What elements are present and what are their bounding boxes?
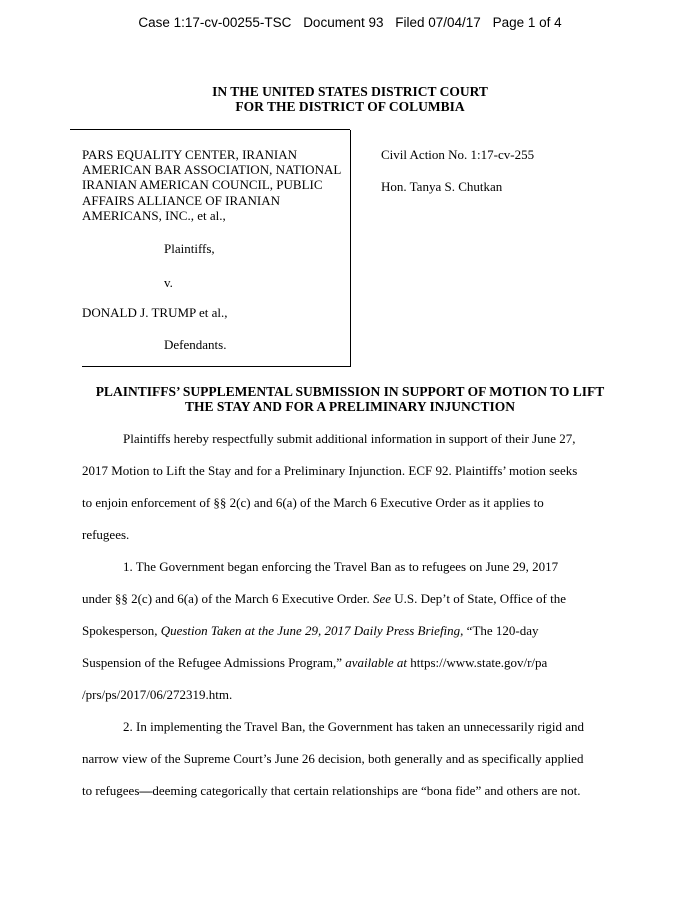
- case-caption-box: [82, 130, 351, 367]
- signal-available-at: available at: [345, 655, 407, 670]
- em-dash: —: [139, 783, 153, 798]
- paragraph-line: to enjoin enforcement of §§ 2(c) and 6(a) of the March 6 Executive Order as it applies to: [82, 495, 544, 510]
- page-number: Page 1 of 4: [492, 15, 562, 30]
- briefing-title: Question Taken at the June 29, 2017 Daily Press Briefing: [160, 623, 461, 638]
- defendants-names: DONALD J. TRUMP et al.,: [82, 305, 228, 320]
- signal-see: See: [372, 591, 391, 606]
- paragraph-line: to refugees—deeming categorically that certain relationships are “bona fide” and others are not.: [82, 783, 581, 798]
- document-title: [0, 384, 700, 414]
- paragraph-line: 2017 Motion to Lift the Stay and for a Preliminary Injunction. ECF 92. Plaintiffs’ motion seeks: [82, 463, 578, 478]
- paragraph-line: Plaintiffs hereby respectfully submit additional information in support of their June 27,: [123, 431, 576, 446]
- paragraph-line: 2. In implementing the Travel Ban, the Government has taken an unnecessarily rigid and: [123, 719, 585, 734]
- title-line-1: PLAINTIFFS’ SUPPLEMENTAL SUBMISSION IN SUPPORT OF MOTION TO LIFT: [95, 384, 605, 399]
- caption-top-rule: [70, 129, 350, 130]
- paragraph-line: Spokesperson, Question Taken at the June 29, 2017 Daily Press Briefing, “The 120-day: [82, 623, 539, 638]
- paragraph-line: 1. The Government began enforcing the Travel Ban as to refugees on June 29, 2017: [123, 559, 559, 574]
- case-number: Case 1:17-cv-00255-TSC: [138, 15, 292, 30]
- paragraph-line: under §§ 2(c) and 6(a) of the March 6 Executive Order. See U.S. Dep’t of State, Office of the: [82, 591, 566, 606]
- document-number: Document 93: [303, 15, 384, 30]
- paragraph-line: /prs/ps/2017/06/272319.htm.: [82, 687, 233, 702]
- paragraph-line: refugees.: [82, 527, 130, 542]
- title-line-2: THE STAY AND FOR A PRELIMINARY INJUNCTION: [184, 399, 516, 414]
- defendants-label: Defendants.: [164, 337, 227, 352]
- civil-action-number: Civil Action No. 1:17-cv-255: [381, 147, 535, 162]
- ecf-header: [0, 15, 700, 30]
- judge-name: Hon. Tanya S. Chutkan: [381, 179, 503, 194]
- plaintiffs-names: PARS EQUALITY CENTER, IRANIAN AMERICAN BAR ASSOCIATION, NATIONAL IRANIAN AMERICAN COUNCIL, PUBLIC AFFAIRS ALLIANCE OF IRANIAN AMERICANS, INC., et al.,: [82, 147, 341, 223]
- court-line-1: IN THE UNITED STATES DISTRICT COURT: [212, 84, 488, 99]
- versus: v.: [164, 275, 173, 290]
- paragraph-line: Suspension of the Refugee Admissions Program,” available at https://www.state.gov/r/pa: [82, 655, 548, 670]
- plaintiffs-label: Plaintiffs,: [164, 241, 215, 256]
- court-line-2: FOR THE DISTRICT OF COLUMBIA: [235, 99, 465, 114]
- filed-date: Filed 07/04/17: [395, 15, 481, 30]
- court-heading: [0, 84, 700, 114]
- paragraph-line: narrow view of the Supreme Court’s June 26 decision, both generally and as specifically applied: [82, 751, 584, 766]
